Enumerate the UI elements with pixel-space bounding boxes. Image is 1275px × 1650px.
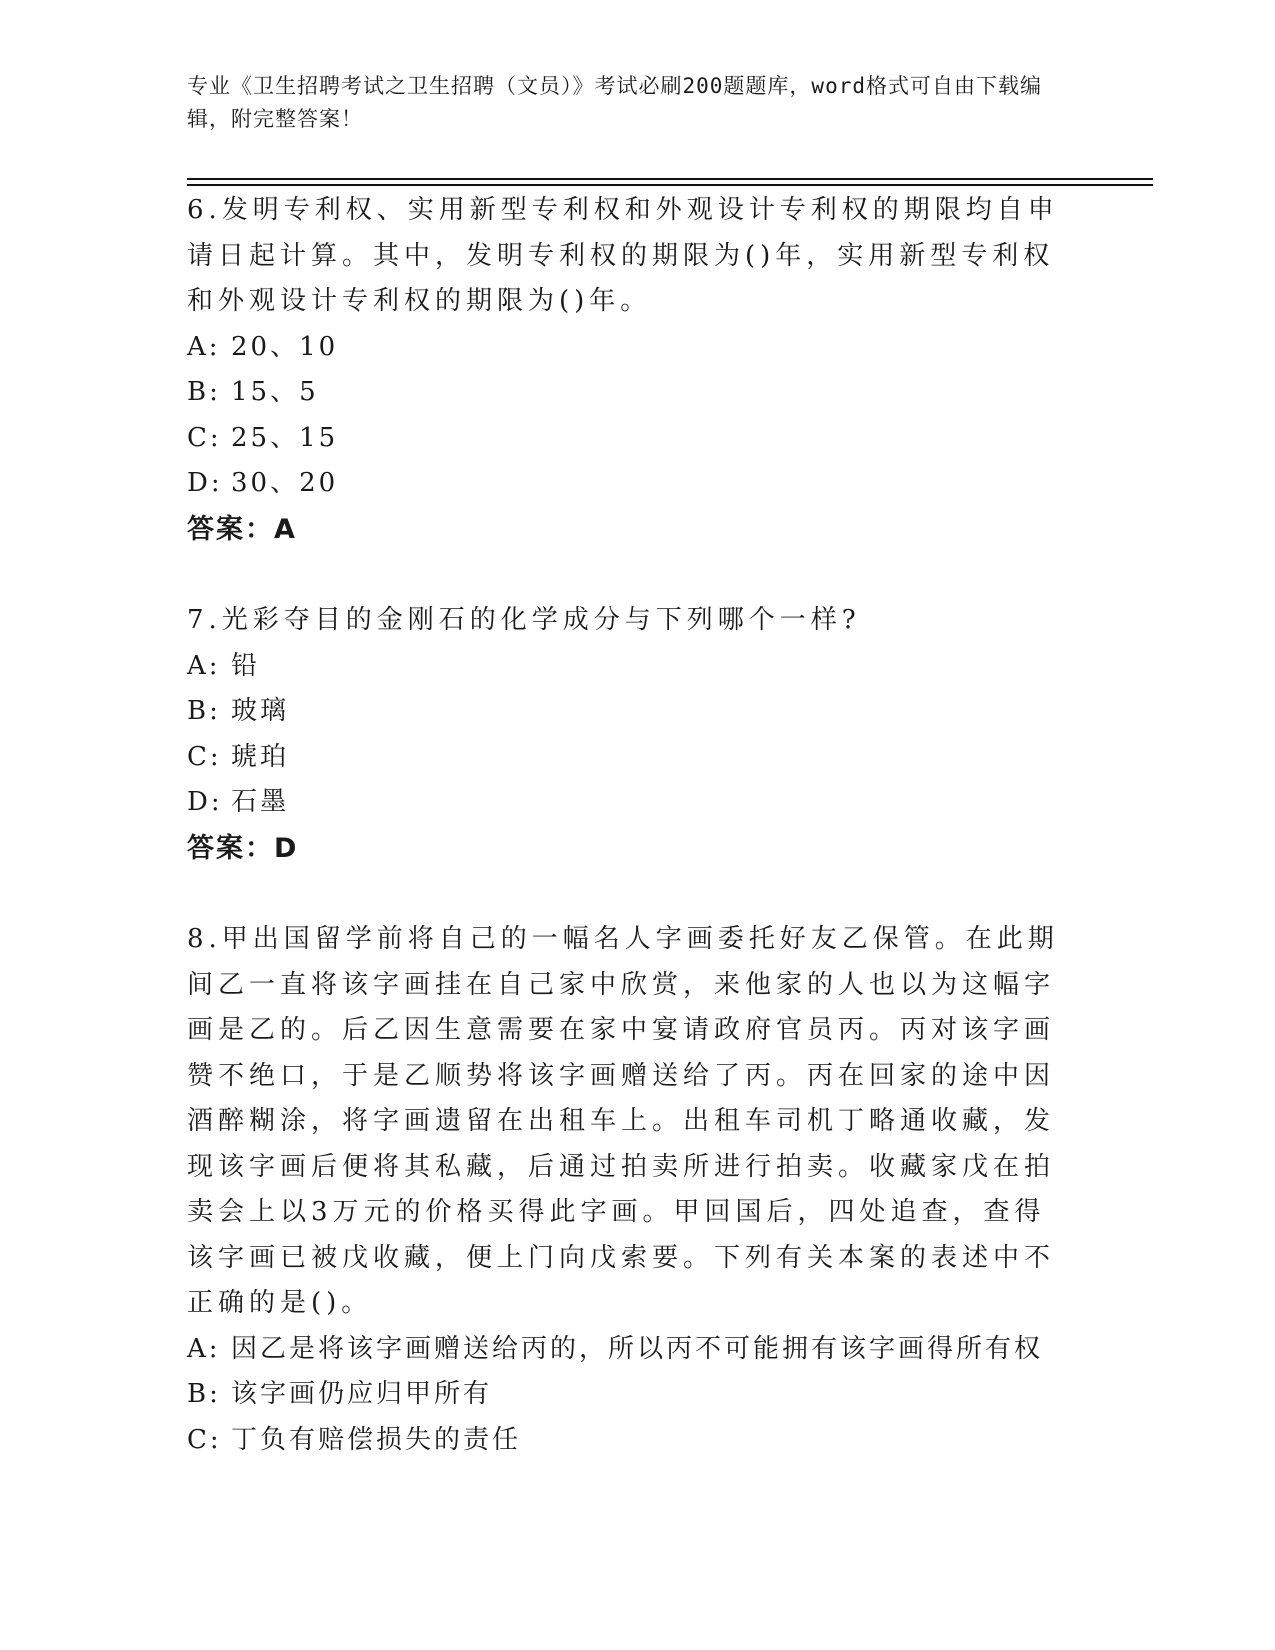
option-b xyxy=(187,689,1067,735)
option-c xyxy=(187,735,1067,781)
option-letter: A: xyxy=(187,650,221,681)
option-letter: C: xyxy=(187,422,222,453)
document-header xyxy=(187,70,1067,136)
option-letter: D: xyxy=(187,787,223,817)
option-a xyxy=(187,644,1067,690)
option-c xyxy=(187,416,1067,462)
option-text: 20、10 xyxy=(231,331,339,362)
option-text: 玻璃 xyxy=(231,696,290,726)
option-text: 丁负有赔偿损失的责任 xyxy=(231,1424,522,1455)
option-text: 琥珀 xyxy=(231,741,290,772)
question-list xyxy=(187,188,1067,1509)
question-7 xyxy=(187,598,1067,871)
option-text: 因乙是将该字画赠送给丙的，所以丙不可能拥有该字画得所有权 xyxy=(231,1333,1044,1364)
question-6 xyxy=(187,188,1067,552)
option-text: 铅 xyxy=(231,650,261,681)
option-a xyxy=(187,325,1067,371)
header-rule-bottom xyxy=(187,184,1153,186)
option-letter: C: xyxy=(187,741,222,772)
option-letter: C: xyxy=(187,1424,222,1455)
option-text: 30、20 xyxy=(231,468,339,498)
option-a xyxy=(187,1327,1067,1373)
option-b xyxy=(187,370,1067,416)
question-stem: 7.光彩夺目的金刚石的化学成分与下列哪个一样? xyxy=(187,605,861,635)
header-text: 专业《卫生招聘考试之卫生招聘（文员）》考试必刷200题题库，word格式可自由下载编辑，附完整答案！ xyxy=(187,74,1042,131)
option-d xyxy=(187,461,1067,507)
option-letter: A: xyxy=(187,331,221,362)
option-text: 石墨 xyxy=(231,787,290,817)
answer-label: 答案：D xyxy=(187,832,299,864)
option-letter: B: xyxy=(187,696,221,726)
question-8 xyxy=(187,917,1067,1463)
answer-label: 答案：A xyxy=(187,513,297,545)
option-text: 25、15 xyxy=(231,422,339,453)
option-d xyxy=(187,780,1067,826)
header-rule-top xyxy=(187,178,1153,180)
option-b xyxy=(187,1372,1067,1418)
option-c xyxy=(187,1418,1067,1464)
question-stem: 8.甲出国留学前将自己的一幅名人字画委托好友乙保管。在此期间乙一直将该字画挂在自己家中欣赏，来他家的人也以为这幅字画是乙的。后乙因生意需要在家中宴请政府官员丙。丙对该字画赞不绝口，于是乙顺势将该字画赠送给了丙。丙在回家的途中因酒醉糊涂，将字画遗留在出租车上。出租车司机丁略通收藏，发现该字画后便将其私藏，后通过拍卖所进行拍卖。收藏家戊在拍卖会上以3万元的价格买得此字画。甲回国后，四处追查，查得该字画已被戊收藏，便上门向戊索要。下列有关本案的表述中不正确的是()。 xyxy=(187,924,1059,1318)
option-text: 该字画仍应归甲所有 xyxy=(231,1379,493,1409)
option-letter: B: xyxy=(187,377,221,407)
option-letter: A: xyxy=(187,1333,221,1364)
question-stem: 6.发明专利权、实用新型专利权和外观设计专利权的期限均自申请日起计算。其中，发明专利权的期限为()年，实用新型专利权和外观设计专利权的期限为()年。 xyxy=(187,195,1059,316)
option-letter: B: xyxy=(187,1379,221,1409)
option-text: 15、5 xyxy=(231,377,319,407)
option-letter: D: xyxy=(187,468,223,498)
